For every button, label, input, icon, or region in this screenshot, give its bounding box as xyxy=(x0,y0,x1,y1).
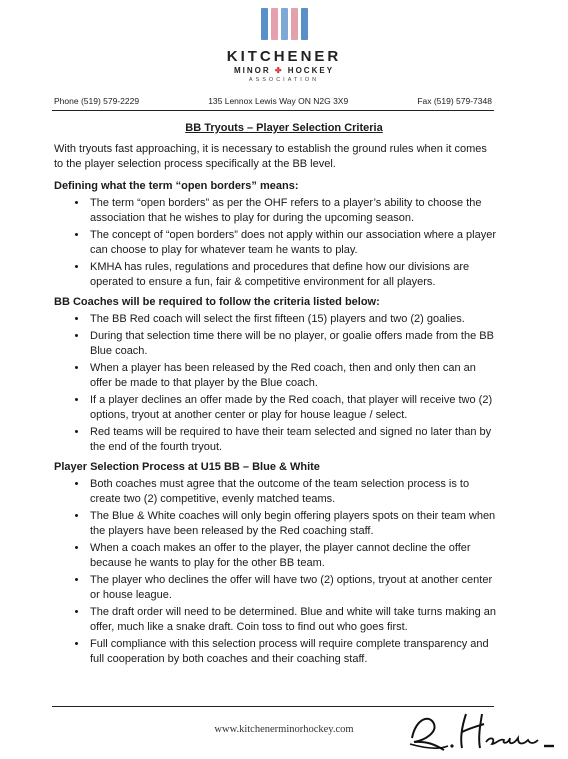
bullet-item: • The Blue & White coaches will only begin offering players spots on their team when the players have been released by the Red coaching staff. xyxy=(88,509,496,539)
intro-paragraph: With tryouts fast approaching, it is necessary to establish the ground rules when it comes to the player selection process specifically at the BB level. xyxy=(54,143,487,170)
bullet-item: • The term “open borders” as per the OHF refers to a player’s ability to choose the association that he wishes to play for during the upcoming season. xyxy=(88,196,496,226)
logo-stripe xyxy=(281,8,288,40)
logo-stripe xyxy=(261,8,268,40)
footer-divider xyxy=(52,706,494,707)
contact-line xyxy=(54,96,492,106)
logo-stripes xyxy=(261,8,308,40)
bullet-item: • The player who declines the offer will have two (2) options, tryout at another center or house league. xyxy=(88,573,496,603)
logo-stripe xyxy=(291,8,298,40)
bullet-item: • Red teams will be required to have their team selected and signed no later than by the end of the fourth tryout. xyxy=(88,425,496,455)
logo-stripe xyxy=(301,8,308,40)
section-heading: Defining what the term “open borders” means: xyxy=(54,180,299,192)
bullet-item: • During that selection time there will be no player, or goalie offers made from the BB Blue coach. xyxy=(88,329,496,359)
bullet-item: • Full compliance with this selection process will require complete transparency and full cooperation by both coaches and their coaching staff. xyxy=(88,637,496,667)
bullet-item: • The concept of “open borders” does not apply within our association where a player can choose to play for whatever team he wants to play. xyxy=(88,228,496,258)
logo-brand-subtitle xyxy=(0,66,568,75)
document-body xyxy=(54,142,496,672)
bullet-list xyxy=(54,196,496,290)
bullet-item: • When a coach makes an offer to the player, the player cannot decline the offer because he wants to play for the other BB team. xyxy=(88,541,496,571)
logo-minor-text: MINOR xyxy=(233,66,271,75)
signature-image xyxy=(404,708,564,759)
sections-container xyxy=(54,179,496,667)
kmha-logo xyxy=(0,8,568,83)
bullet-item: • If a player declines an offer made by the Red coach, that player will receive two (2) options, tryout at another center or play for house league / select. xyxy=(88,393,496,423)
section-heading: Player Selection Process at U15 BB – Blue & White xyxy=(54,461,320,473)
bullet-item: • When a player has been released by the Red coach, then and only then can an offer be made to that player by the Blue coach. xyxy=(88,361,496,391)
logo-hockey-text: HOCKEY xyxy=(287,66,335,75)
bullet-list xyxy=(54,477,496,667)
document-title: BB Tryouts – Player Selection Criteria xyxy=(185,122,383,134)
bullet-item: • The BB Red coach will select the first fifteen (15) players and two (2) goalies. xyxy=(88,312,496,327)
section xyxy=(54,179,496,290)
address: 135 Lennox Lewis Way ON N2G 3X9 xyxy=(208,96,349,106)
bullet-list xyxy=(54,312,496,455)
fax-number: Fax (519) 579-7348 xyxy=(417,96,492,106)
logo-stripe xyxy=(271,8,278,40)
section xyxy=(54,295,496,455)
maple-leaf-icon: ✤ xyxy=(274,66,284,75)
header-divider xyxy=(52,110,494,111)
bullet-item: • Both coaches must agree that the outcome of the team selection process is to create two (2) competitive, evenly matched teams. xyxy=(88,477,496,507)
logo-brand-name: KITCHENER xyxy=(226,48,342,65)
phone-number: Phone (519) 579-2229 xyxy=(54,96,140,106)
section xyxy=(54,460,496,667)
bullet-item: • The draft order will need to be determined. Blue and white will take turns making an offer, much like a snake draft. Coin toss to find out who goes first. xyxy=(88,605,496,635)
section-heading: BB Coaches will be required to follow the criteria listed below: xyxy=(54,296,380,308)
bullet-item: • KMHA has rules, regulations and procedures that define how our divisions are operated to ensure a fun, fair & competitive environment for all players. xyxy=(88,260,496,290)
logo-association-text: ASSOCIATION xyxy=(248,77,320,83)
website-url[interactable]: www.kitchenerminorhockey.com xyxy=(214,724,354,735)
